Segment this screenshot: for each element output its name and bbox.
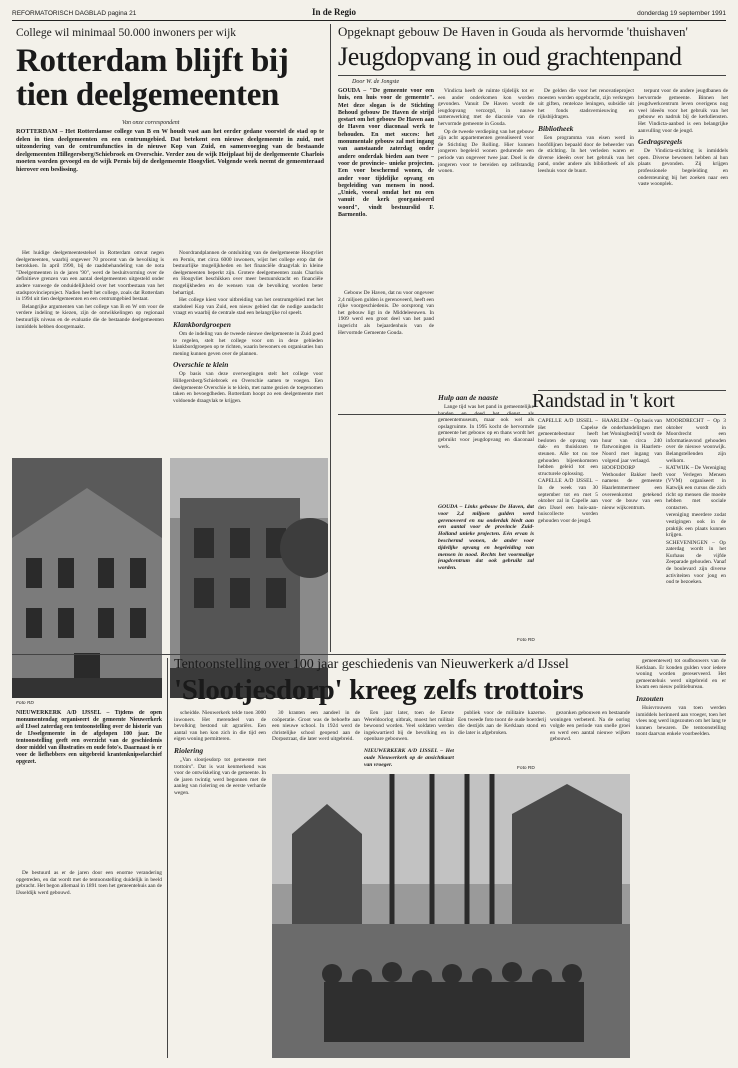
rotterdam-headline-line2: tien deelgemeenten: [16, 77, 280, 113]
randstad-item-hoofddorp: HOOFDDORP – Wethouder Bakker heeft namens de gemeente Haarlemmermeer een overeenkomst getekend voor de bouw van een nieuw wijkcentrum.: [602, 465, 662, 511]
haven-col1-text-b: Lange tijd was het pand in gemeentelijke handen en deed het dienst als gemeentemuseum, maar ook wel als opslagruimte. In 1995 kocht de hervormde gemeente het gebouw op en thans wordt het gebruikt voor jeugdopvang en diaconaal werk.: [438, 404, 534, 450]
rotterdam-col2-text-b: Het college kiest voor uitbreiding van het centrumgebied met het stadsdeel Kop van Zuid, een nieuw gebied dat de nodige aandacht vraagt en waarbij de centrale stad een belangrijke rol speelt.: [173, 297, 323, 317]
nieuwerkerk-column-1: [174, 710, 266, 1058]
rotterdam-subheading-klankbordgroepen: Klankbordgroepen: [173, 319, 231, 329]
rotterdam-lead: [16, 128, 324, 246]
nieuwerkerk-intro-text: NIEUWERKERK A/D IJSSEL – Tijdens de open monumentendag organiseert de gemeente Nieuwerkerk a/d IJssel zaterdag een tentoonstelling over de historie van de IJsselgemeente in de afgelopen 100 jaar. De tentoonstelling geeft een overzicht van de geschiedenis door middel van illustraties en oude foto's. Daarnaast is er voor de liefhebbers een uitgebreid krantenknipselarchief opgezet.: [16, 710, 162, 765]
haven-col3-text: De gelden die voor het renovatieproject moesten worden opgebracht, zijn verkregen uit giften, renteloze leningen, subsidie uit het fonds stadsvernieuwing en rijksbijdragen.: [538, 88, 634, 121]
nieuwerkerk-subheading-riolering: Riolering: [174, 745, 204, 755]
haven-col3-text-b: Een programma van eisen werd in hoofdlijnen bepaald door de beheerder van de stichting. In het verleden waren er diverse ideeën over het gebruik van het pand, onder andere als bibliotheek of als leeshuis voor de buurt.: [538, 134, 634, 174]
nieuwerkerk-col1-text-b: „Van slootjesdorp tot gemeente met trottoirs". Dat is wat kenmerkend was voor de ontwikkeling van de gemeente. In de jaren twintig werd begonnen met de aanleg van riolering en de eerste verharde wegen.: [174, 756, 266, 796]
haven-column-4: [638, 88, 728, 388]
haven-subheading-hulp: Hulp aan de naaste: [438, 393, 499, 402]
haven-headline: Jeugdopvang in oud grachtenpand: [338, 42, 682, 71]
randstad-item-capelle-2: CAPELLE A/D IJSSEL – In de week van 30 september tot en met 5 oktober zal in Capelle aan den IJssel een huis-aan-huiscollecte worden gehouden voor de jeugd.: [538, 478, 598, 524]
de-haven-building-illustration: [12, 458, 162, 698]
haven-col4-text: terpunt voor de andere jeugdbanen de hervormde gemeente. Binnen het jeugdwerkcentrum leven overigens nog veel ideeën voor het gebruik van het gebouw en nadruk bij de kerkdiensten. Het Vindicta-aanbod is een belangrijke aanvulling voor de jeugd.: [638, 88, 728, 134]
haven-col1-text: Gebouw De Haven, dat nu voor ongeveer 2,4 miljoen gulden is gerenoveerd, heeft een rijke voorgeschiedenis. De oorsprong van het gebouw ligt in de Middeleeuwen. In 1909 werd een groot deel van het pand ingericht als bejaardenhuis van de Hervormde Gemeente Gouda.: [338, 290, 434, 336]
nieuwerkerk-subheading-inzouten: Inzouten: [636, 693, 664, 703]
haven-col4-text-b: De Vindicta-stichting is inmiddels open. Diverse bewoners hebben al hun plaats gevonden. Zij krijgen professionele begeleiding en ondersteuning bij het zoeken naar een vaste woonplek.: [638, 148, 728, 188]
haven-column-2: [438, 88, 534, 388]
haven-byline: Door W. de Jongste: [352, 79, 400, 85]
haven-column-3: [538, 88, 634, 388]
nieuwerkerk-photo-credit: Foto RD: [517, 766, 535, 771]
rotterdam-col2-text: Noordrandplannen de ontsluiting van de deelgemeente Hoogvliet en Pernis, met circa 6000 inwoners, wijst het college erop dat de bestuurlijke mogelijkheden en het financiële draagvlak in kleine deelgemeenten beperkt zijn. Grotere deelgemeenten zoals Charlois en Hoogvliet beschikken over meer bestuurskracht en financiële mogelijkheden en de wensen van de bevolking worden beter behartigd.: [173, 250, 323, 296]
randstad-column-3: [666, 418, 726, 646]
masthead-section: In de Regio: [312, 7, 357, 17]
randstad-item-moordrecht: MOORDRECHT – Op 3 oktober wordt in Moordrecht een informatieavond gehouden over de nieuwe woonwijk. Belangstellenden zijn welkom.: [666, 418, 726, 464]
nieuwerkerk-column-2: [272, 710, 360, 758]
nieuwerkerk-col4-text: publiek voor de militaire kazerne. Een tweede foto toont de oude boerderij die destijds aan de Kerklaan stond en die later is afgebroken.: [458, 710, 546, 736]
photo-de-haven-building: [12, 458, 162, 698]
randstad-item-vereniging: vereniging meerdere zodat vestigingen ook in de praktijk een plaats kunnen krijgen.: [666, 512, 726, 539]
masthead-paper-name: REFORMATORISCH DAGBLAD pagina 21: [12, 10, 137, 17]
masthead: [12, 6, 726, 21]
nieuwerkerk-column-3: [364, 710, 454, 746]
column-divider: [330, 24, 331, 652]
nieuwerkerk-col1-text: scheidde. Nieuwerkerk telde toen 3000 inwoners. Het merendeel van de bevolking bestond uit agrariërs. Een aantal van hen kon zich in die tijd een eigen woning permitteren.: [174, 710, 266, 743]
randstad-column-2: [602, 418, 662, 646]
haven-lead-text: GOUDA – "De gemeente voor een huis, een huis voor de gemeente". Met deze slogan is de Stichting Behoud gebouw De Haven de strijd gestart om het gebouw De Haven aan de Haven voor diaconaal werk te behouden. En met succes: het monumentale gebouw zal met ingang van aanstaande zaterdag onder andere onderdak bieden aan twee –voor de provincie– unieke projecten. Een voor beschermd wonen, de ander voor tijdelijke opvang en begeleiding van mensen in nood. „Uniek, vooral omdat het nu een vanuit de kerk georganiseerd woord", vindt bestuurslid F. Barmentlo.: [338, 88, 434, 219]
nieuwerkerk-intro: [16, 710, 162, 866]
randstad-item-haarlem: HAARLEM – Op basis van de onderhandelingen met het Woningbedrijf wordt de huur van circa 240 flatwoningen in Haarlem-Noord met ingang van volgend jaar verlaagd.: [602, 418, 662, 464]
haven-column-2-continued: [438, 390, 534, 500]
rotterdam-col1-text: Het huidige deelgemeentestelsel in Rotterdam omvat negen deelgemeenten, waarbij ongeveer 70 procent van de bevolking is betrokken. In april 1990, bij de raadsbehandeling van de nota "Deelgemeenten in de jaren '90", werd de besluitvorming over de definitieve grenzen van een aantal deelgemeenten uitgesteld onder andere vanwege de onduidelijkheid over het voortbestaan van het stadsprovincieproject. Nadien heeft het college, zoals dat Rotterdam in 1994 uit tien deelgemeenten en een centrumgebied bestaat.: [16, 250, 164, 303]
section-divider: [12, 654, 726, 655]
haven-lead: [338, 88, 434, 288]
nieuwerkerk-column-4: [458, 710, 546, 770]
nieuwerkerk-col3-text: Een jaar later, toen de Eerste Wereldoorlog uitbrak, moest het militair bewoond worden. Veel soldaten werden ingekwartierd bij de bevolking en in openbare gebouwen.: [364, 710, 454, 743]
haven-col2-text: Vindicta heeft de ruimte tijdelijk tot er een ander onderkomen kon worden gevonden. Vanuit De Haven wordt de jeugdopvang verzorgd, in nauwe samenwerking met de diaconie van de hervormde gemeente in Gouda.: [438, 88, 534, 127]
nieuwerkerk-headline: 'Slootjesdorp' kreeg zelfs trottoirs: [174, 674, 584, 706]
haven-photo-caption: GOUDA – Links gebouw De Haven, dat voor 2,4 miljoen gulden werd gerenoveerd en nu onderdak biedt aan een aantal voor de provincie Zuid-Holland unieke projecten. Eén ervan is beschermd wonen, de ander voor tijdelijke opvang en begeleiding van mensen in nood. Rechts het voormalige jeugdcentrum dat ook gebruikt zal worden.: [438, 504, 534, 572]
nieuwerkerk-divider: [167, 658, 168, 1058]
nieuwerkerk-col6-text: gemeentewet) tot oudbouwers van de Kerklaan. Er konden gulden voor iedere woning worden gereserveerd. Het gemeentehuis werd uitgebreid en er kwam een nieuw politiebureau.: [636, 658, 726, 691]
nieuwerkerk-col2-text: 30 kranten een aandeel in de coöperatie. Groot was de behoefte aan een nieuwe school. In 1924 werd de christelijke school geopend aan de Dorpsstraat, die later werd uitgebreid.: [272, 710, 360, 743]
haven-kicker: Opgeknapt gebouw De Haven in Gouda als hervormde 'thuishaven': [338, 24, 688, 39]
rotterdam-col2-text-d: Op basis van deze overwegingen stelt het college voor Hillegersberg/Schiebroek en Overschie samen te voegen. Een deelgemeente Overschie is te klein, met name gezien de toegenomen taken en bevoegdheden. Rotterdam hoopt zo een deelgemeente met voldoende draagvlak te krijgen.: [173, 371, 323, 404]
rotterdam-headline-line1: Rotterdam blijft bij: [16, 43, 289, 79]
old-nieuwerkerk-illustration: [272, 774, 630, 1058]
rotterdam-kicker: College wil minimaal 50.000 inwoners per wijk: [16, 27, 237, 39]
rotterdam-column-2: [173, 250, 323, 450]
rotterdam-subheading-overschie: Overschie te klein: [173, 360, 229, 370]
photo-old-nieuwerkerk: [272, 774, 630, 1058]
haven-subheading-bibliotheek: Bibliotheek: [538, 123, 574, 133]
randstad-item-capelle-1: CAPELLE A/D IJSSEL – Het Capelse gemeentebestuur heeft besloten de opvang van dak- en thuislozen te steunen. Alle tot nu toe gehouden bijeenkomsten hebben geleid tot een structurele oplossing.: [538, 418, 598, 477]
rotterdam-byline: Van onze correspondent: [122, 120, 180, 126]
rotterdam-col2-text-c: Om de indeling van de tweede nieuwe deelgemeente in Zuid goed te regelen, stelt het college voor om in deze gebieden klankbordgroepen op te richten, waarin bewoners en organisaties hun mening kunnen geven over de plannen.: [173, 330, 323, 357]
rotterdam-column-1: [16, 250, 164, 450]
rotterdam-headline: [16, 44, 336, 112]
randstad-bottom-rule: [338, 414, 726, 415]
randstad-item-scheveningen: SCHEVENINGEN – Op zaterdag wordt in het Kurhaus de vijfde Zeeparade gehouden. Vanaf de boulevard zijn diverse activiteiten voor jong en oud te bezoeken.: [666, 539, 726, 586]
haven-headline-rule: [338, 75, 726, 76]
rotterdam-lead-text: ROTTERDAM – Het Rotterdamse college van B en W houdt vast aan het eerder gedane voorstel de stad op te delen in tien deelgemeenten en een centrumgebied. Dat betekent een nieuwe deelgemeente in zuid, met uitzondering van de centrumfuncties in de nieuwe Kop van Zuid, en samenvoeging van de bestaande deelgemeenten Hillegersberg/Schiebroek en Overschie. Verder zou de wijk Heijplaat bij de deelgemeente Charlois moeten worden gevoegd en de wijk Pernis bij de deelgemeente Hoogvliet. Volgende week neemt de gemeenteraad hierover een beslissing.: [16, 128, 324, 173]
nieuwerkerk-col5-text: gezonken gebouwen en bestaande woningen verbeterd. Na de oorlog volgde een periode van snelle groei en werd een aantal nieuwe wijken gebouwd.: [550, 710, 630, 743]
nieuwerkerk-author: Foto RD: [16, 701, 34, 706]
haven-subheading-gedragsregels: Gedragsregels: [638, 137, 683, 147]
randstad-heading: Randstad in 't kort: [532, 390, 675, 412]
haven-photo-credit: Foto RD: [517, 638, 535, 643]
nieuwerkerk-col6-text-b: Huisvrouwen van toen werden inmiddels herinnerd aan vroeger, toen het vlees nog werd ingezouten om het lang te kunnen bewaren. De tentoonstelling toont daarvan enkele voorbeelden.: [636, 704, 726, 738]
haven-col2-text-b: Op de tweede verdieping van het gebouw zijn acht appartementen gerealiseerd voor de Stichting De Rolling. Hier kunnen jongeren begeleid wonen gedurende een periode van ongeveer twee jaar. Doel is de jongeren voor te bereiden op zelfstandig wonen.: [438, 128, 534, 175]
nieuwerkerk-photo-caption: NIEUWERKERK A/D IJSSEL – Het oude Nieuwerkerk op de ansichtkaart van vroeger.: [364, 748, 454, 768]
nieuwerkerk-intro-continued: [16, 870, 162, 1058]
haven-column-1: [338, 290, 434, 406]
nieuwerkerk-column-5: [550, 710, 630, 770]
nieuwerkerk-intro-text-b: De bestuurd as er de jaren door een enorme verandering opgetreden, en dat wordt met de tentoonstelling duidelijk in beeld gebracht. Het begon allemaal in 1891 toen het gemeentehuis aan de IJsseldijk werd gebouwd.: [16, 870, 162, 896]
nieuwerkerk-column-6: [636, 658, 726, 1058]
masthead-date: donderdag 19 september 1991: [637, 10, 726, 17]
newspaper-page: [12, 6, 726, 1062]
rotterdam-col1-text-b: Belangrijke argumenten van het college van B en W om voor de verdere indeling te kiezen, zijn de ontwikkelingen op regionaal bestuurlijk niveau en de evaluatie die de bestaande deelgemeenten inmiddels hebben doorgemaakt.: [16, 303, 164, 330]
randstad-column-1: [538, 418, 598, 646]
randstad-item-katwijk: KATWIJK – De Vereniging voor Verlegen Mensen (VVM) organiseert in Katwijk een cursus die zich richt op mensen die moeite hebben met sociale contacten.: [666, 465, 726, 511]
nieuwerkerk-kicker: Tentoonstelling over 100 jaar geschiedenis van Nieuwerkerk a/d IJssel: [174, 657, 569, 672]
